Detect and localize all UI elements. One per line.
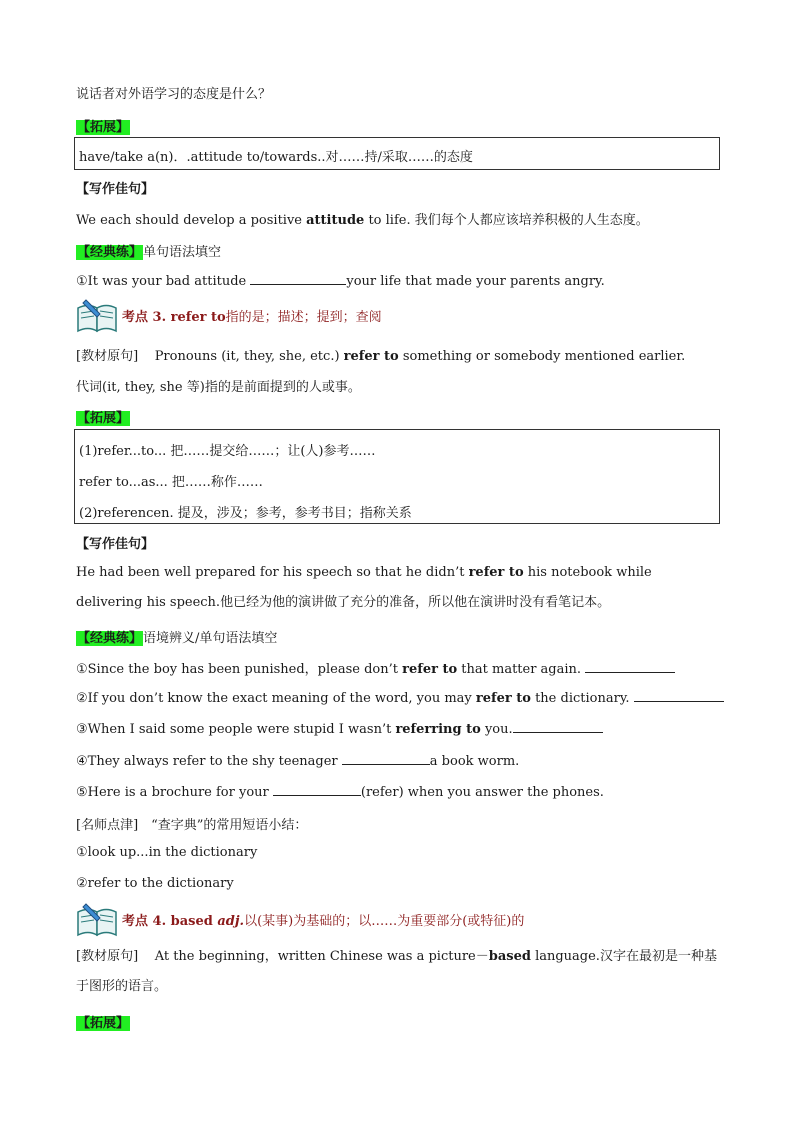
exercise-question xyxy=(76,689,724,706)
exercise-question xyxy=(76,783,604,800)
expand-box xyxy=(74,429,720,524)
key-point-title xyxy=(122,306,382,325)
source-translation: 代词(it, they, she 等)指的是前面提到的人或事。 xyxy=(76,380,361,395)
expand-box-line: have/take a(n)．.attitude to/towards..对……持/采取……的态度 xyxy=(79,150,473,165)
expand-box-line: (2)referencen. 提及，涉及；参考，参考书目；指称关系 xyxy=(79,506,412,521)
writing-tag: 【写作佳句】 xyxy=(76,182,155,197)
sentence-text: We each should develop a positive xyxy=(76,213,307,228)
expand-box-line: (1)refer...to... 把……提交给……；让(人)参考…… xyxy=(79,444,376,459)
key-point-heading xyxy=(76,298,476,334)
tip-item: ②refer to the dictionary xyxy=(76,876,234,891)
source-text-end: language.汉字在最初是一种基于图形的语言。 xyxy=(76,949,717,994)
source-sentence xyxy=(76,942,722,1002)
paragraph-keyword: refer to xyxy=(468,565,524,580)
source-text-end: something or somebody mentioned earlier. xyxy=(398,349,686,364)
practice-title: 单句语法填空 xyxy=(143,245,222,260)
answer-blank[interactable] xyxy=(342,752,430,765)
paragraph-text: He had been well prepared for his speech so that he didn’t xyxy=(76,565,469,580)
expand-box xyxy=(74,137,720,170)
key-point-desc: 以(某事)为基础的；以……为重要部分(或特征)的 xyxy=(244,914,525,929)
expand-box-line: refer to...as... 把……称作…… xyxy=(79,475,263,490)
tip-item: ①look up...in the dictionary xyxy=(76,845,258,860)
book-pencil-icon xyxy=(76,902,118,938)
key-point-desc: 指的是；描述；提到；查阅 xyxy=(225,310,382,325)
sentence-text-end: to life. 我们每个人都应该培养积极的人生态度。 xyxy=(364,213,649,228)
source-sentence xyxy=(76,345,685,364)
question-keyword: refer to xyxy=(475,691,531,706)
expand-tag xyxy=(76,1012,130,1031)
question-text-end: that matter again. xyxy=(457,662,586,677)
question-text-end: the dictionary. xyxy=(530,691,634,706)
question-text: 说话者对外语学习的态度是什么？ xyxy=(76,87,272,102)
question-text-end: you. xyxy=(480,722,513,737)
example-sentence xyxy=(76,209,649,228)
key-point-pos: adj. xyxy=(217,914,245,929)
exercise-question xyxy=(76,658,675,677)
key-point-heading xyxy=(76,902,596,938)
exercise-question xyxy=(76,752,519,769)
practice-tag: 【经典练】 xyxy=(77,631,143,646)
question-text: ①Since the boy has been punished，please don’t xyxy=(76,662,403,677)
key-point-label: 考点 3. refer to xyxy=(122,310,226,325)
answer-blank[interactable] xyxy=(585,660,675,673)
writing-tag: 【写作佳句】 xyxy=(76,537,155,552)
practice-heading xyxy=(76,627,277,646)
expand-tag-label: 【拓展】 xyxy=(77,1016,130,1031)
source-keyword: based xyxy=(488,949,531,964)
paragraph-text-end: his notebook while delivering his speech.他已经为他的演讲做了充分的准备，所以他在演讲时没有看笔记本。 xyxy=(76,565,652,610)
question-text-end: your life that made your parents angry. xyxy=(346,274,605,289)
expand-tag xyxy=(76,407,130,426)
question-text: ①It was your bad attitude xyxy=(76,274,251,289)
answer-blank[interactable] xyxy=(634,689,724,702)
source-text: At the beginning，written Chinese was a picture－ xyxy=(154,949,489,964)
expand-tag-label: 【拓展】 xyxy=(77,120,130,135)
expand-tag xyxy=(76,116,130,135)
book-pencil-icon xyxy=(76,298,118,334)
practice-heading xyxy=(76,241,221,260)
source-text: Pronouns (it, they, she, etc.) xyxy=(154,349,344,364)
question-text: ④They always refer to the shy teenager xyxy=(76,754,342,769)
answer-blank[interactable] xyxy=(513,720,603,733)
sentence-keyword: attitude xyxy=(306,213,365,228)
exercise-question xyxy=(76,720,603,737)
tip-title: [名师点津] “查字典”的常用短语小结： xyxy=(76,818,308,833)
key-point-title xyxy=(122,910,524,929)
question-keyword: refer to xyxy=(402,662,458,677)
key-point-label: 考点 4. based xyxy=(122,914,218,929)
question-text-end: a book worm. xyxy=(429,754,520,769)
expand-tag-label: 【拓展】 xyxy=(77,411,130,426)
source-keyword: refer to xyxy=(343,349,399,364)
answer-blank[interactable] xyxy=(250,272,346,285)
example-paragraph xyxy=(76,558,722,618)
practice-title: 语境辨义/单句语法填空 xyxy=(143,631,278,646)
question-keyword: referring to xyxy=(395,722,481,737)
question-text-end: (refer) when you answer the phones. xyxy=(360,785,604,800)
answer-blank[interactable] xyxy=(273,783,361,796)
source-tag: [教材原句] xyxy=(76,949,139,964)
question-text: ⑤Here is a brochure for your xyxy=(76,785,273,800)
practice-tag: 【经典练】 xyxy=(77,245,143,260)
question-text: ②If you don’t know the exact meaning of the word, you may xyxy=(76,691,476,706)
source-tag: [教材原句] xyxy=(76,349,139,364)
exercise-question xyxy=(76,272,605,289)
question-text: ③When I said some people were stupid I wasn’t xyxy=(76,722,396,737)
